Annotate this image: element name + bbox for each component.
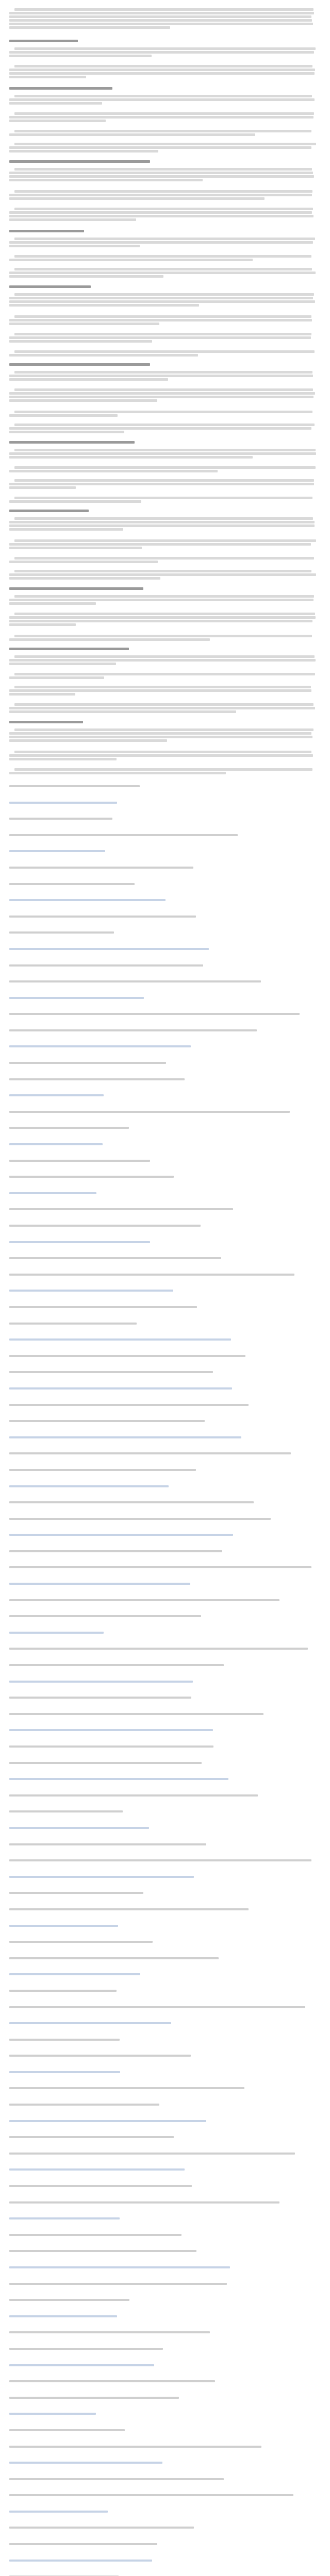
paragraph xyxy=(9,332,318,346)
paragraph xyxy=(9,422,318,436)
reference-entry xyxy=(9,785,140,787)
reference-url[interactable] xyxy=(9,1583,190,1585)
paragraph xyxy=(9,94,318,108)
reference-url[interactable] xyxy=(9,2462,162,2464)
reference-url[interactable] xyxy=(9,2022,171,2024)
paragraph xyxy=(9,64,318,82)
reference-url[interactable] xyxy=(9,2560,152,2562)
paragraph xyxy=(9,767,318,776)
paragraph xyxy=(9,685,318,699)
reference-entry xyxy=(9,2136,174,2138)
paragraph xyxy=(9,370,318,384)
reference-entry xyxy=(9,1794,258,1797)
paragraph xyxy=(9,207,318,225)
reference-entry xyxy=(9,2055,191,2057)
reference-entry xyxy=(9,1029,257,1031)
paragraph xyxy=(9,254,318,263)
reference-entry xyxy=(9,1664,224,1666)
reference-url[interactable] xyxy=(9,1827,149,1829)
reference-entry xyxy=(9,931,114,934)
paragraph xyxy=(9,111,318,125)
paragraph xyxy=(9,634,318,643)
reference-entry xyxy=(9,2348,163,2350)
paragraph xyxy=(9,189,318,203)
paragraph xyxy=(9,46,318,60)
reference-entry xyxy=(9,1566,311,1568)
reference-entry xyxy=(9,916,196,918)
reference-entry xyxy=(9,1990,117,1992)
reference-entry xyxy=(9,964,203,967)
reference-entry xyxy=(9,2397,179,2399)
section-heading xyxy=(9,647,318,651)
reference-entry xyxy=(9,1648,308,1650)
paragraph xyxy=(9,569,318,583)
reference-entry xyxy=(9,883,135,885)
reference-entry xyxy=(9,1762,202,1764)
reference-entry xyxy=(9,1062,166,1064)
paragraph xyxy=(9,727,318,746)
reference-url[interactable] xyxy=(9,1143,103,1145)
reference-url[interactable] xyxy=(9,2217,120,2219)
reference-url[interactable] xyxy=(9,2071,120,2073)
reference-entry xyxy=(9,2527,194,2529)
reference-url[interactable] xyxy=(9,899,166,901)
section-heading xyxy=(9,284,318,289)
reference-entry xyxy=(9,2380,215,2382)
reference-entry xyxy=(9,1306,197,1308)
reference-entry xyxy=(9,2006,305,2008)
reference-entry xyxy=(9,1908,249,1910)
reference-entry xyxy=(9,1550,222,1552)
reference-entry xyxy=(9,1859,311,1861)
paragraph xyxy=(9,538,318,552)
reference-url[interactable] xyxy=(9,1094,104,1096)
reference-url[interactable] xyxy=(9,948,209,950)
paragraph xyxy=(9,314,318,328)
reference-entry xyxy=(9,1892,143,1894)
reference-entry xyxy=(9,2543,157,2545)
paragraph xyxy=(9,465,318,474)
paragraph xyxy=(9,410,318,419)
reference-url[interactable] xyxy=(9,850,105,852)
reference-entry xyxy=(9,1257,221,1259)
reference-url[interactable] xyxy=(9,2413,96,2415)
reference-entry xyxy=(9,1127,129,1129)
section-heading xyxy=(9,440,318,445)
reference-url[interactable] xyxy=(9,1925,118,1927)
paragraph xyxy=(9,448,318,462)
section-heading xyxy=(9,362,318,367)
reference-entry xyxy=(9,2153,295,2155)
reference-url[interactable] xyxy=(9,1485,169,1487)
reference-entry xyxy=(9,1404,249,1406)
paragraph xyxy=(9,612,318,630)
paragraph xyxy=(9,129,318,138)
reference-entry xyxy=(9,1941,153,1943)
reference-url[interactable] xyxy=(9,2315,117,2317)
reference-entry xyxy=(9,2087,244,2089)
reference-entry xyxy=(9,1355,245,1357)
paragraph xyxy=(9,7,318,35)
reference-entry xyxy=(9,2283,227,2285)
paragraph xyxy=(9,478,318,492)
reference-entry xyxy=(9,1078,185,1080)
reference-url[interactable] xyxy=(9,1045,191,1047)
reference-entry xyxy=(9,1420,205,1422)
reference-entry xyxy=(9,2429,125,2431)
paragraph xyxy=(9,594,318,608)
reference-entry xyxy=(9,1323,137,1325)
reference-entry xyxy=(9,2039,120,2041)
reference-url[interactable] xyxy=(9,1387,232,1389)
section-heading xyxy=(9,509,318,513)
reference-entry xyxy=(9,834,238,836)
paragraph xyxy=(9,292,318,311)
section-heading xyxy=(9,586,318,591)
paragraph xyxy=(9,142,318,156)
reference-entry xyxy=(9,867,193,869)
reference-entry xyxy=(9,1810,123,1812)
reference-entry xyxy=(9,2478,224,2480)
reference-url[interactable] xyxy=(9,2168,185,2171)
paragraph xyxy=(9,496,318,505)
reference-entry xyxy=(9,1615,201,1617)
reference-url[interactable] xyxy=(9,1973,140,1975)
paragraph xyxy=(9,750,318,764)
reference-entry xyxy=(9,2185,192,2187)
paragraph xyxy=(9,654,318,668)
reference-url[interactable] xyxy=(9,1436,241,1438)
reference-entry xyxy=(9,2250,196,2252)
reference-entry xyxy=(9,1501,254,1503)
reference-entry xyxy=(9,1208,233,1210)
reference-url[interactable] xyxy=(9,802,117,804)
reference-entry xyxy=(9,1225,201,1227)
paragraph xyxy=(9,672,318,681)
reference-url[interactable] xyxy=(9,2266,230,2268)
reference-entry xyxy=(9,818,112,820)
paragraph xyxy=(9,236,318,250)
reference-entry xyxy=(9,1160,150,1162)
reference-entry xyxy=(9,1713,263,1715)
reference-url[interactable] xyxy=(9,1729,213,1731)
reference-entry xyxy=(9,1176,174,1178)
paragraph xyxy=(9,349,318,359)
paragraph xyxy=(9,267,318,281)
reference-url[interactable] xyxy=(9,1681,193,1683)
section-heading xyxy=(9,39,318,43)
section-heading xyxy=(9,720,318,724)
reference-entry xyxy=(9,2234,182,2236)
reference-url[interactable] xyxy=(9,997,144,999)
reference-url[interactable] xyxy=(9,1876,194,1878)
reference-entry xyxy=(9,2494,293,2496)
section-heading xyxy=(9,229,318,233)
reference-url[interactable] xyxy=(9,1192,96,1194)
reference-entry xyxy=(9,2201,279,2204)
reference-entry xyxy=(9,1469,196,1471)
reference-entry xyxy=(9,2299,129,2301)
reference-url[interactable] xyxy=(9,1290,173,1292)
section-heading xyxy=(9,86,318,91)
reference-entry xyxy=(9,1518,271,1520)
paragraph xyxy=(9,556,318,565)
reference-entry xyxy=(9,2104,159,2106)
reference-url[interactable] xyxy=(9,2364,154,2366)
reference-url[interactable] xyxy=(9,1632,104,1634)
reference-url[interactable] xyxy=(9,2120,206,2122)
reference-url[interactable] xyxy=(9,1534,233,1536)
reference-url[interactable] xyxy=(9,2511,108,2513)
references-list xyxy=(9,785,318,2576)
section-heading xyxy=(9,159,318,164)
reference-entry xyxy=(9,1599,279,1601)
paragraph xyxy=(9,387,318,406)
paragraph xyxy=(9,167,318,185)
reference-entry xyxy=(9,1371,213,1373)
reference-url[interactable] xyxy=(9,1241,150,1243)
reference-entry xyxy=(9,1843,206,1845)
reference-entry xyxy=(9,1013,300,1015)
paragraph xyxy=(9,516,318,535)
reference-entry xyxy=(9,1274,294,1276)
reference-entry xyxy=(9,1697,191,1699)
reference-entry xyxy=(9,2331,210,2333)
reference-entry xyxy=(9,2446,261,2448)
reference-entry xyxy=(9,1745,213,1748)
reference-entry xyxy=(9,1452,291,1454)
reference-url[interactable] xyxy=(9,1338,231,1341)
paragraph xyxy=(9,702,318,716)
reference-url[interactable] xyxy=(9,1778,228,1780)
reference-entry xyxy=(9,1111,290,1113)
reference-entry xyxy=(9,1957,219,1959)
reference-entry xyxy=(9,980,261,982)
